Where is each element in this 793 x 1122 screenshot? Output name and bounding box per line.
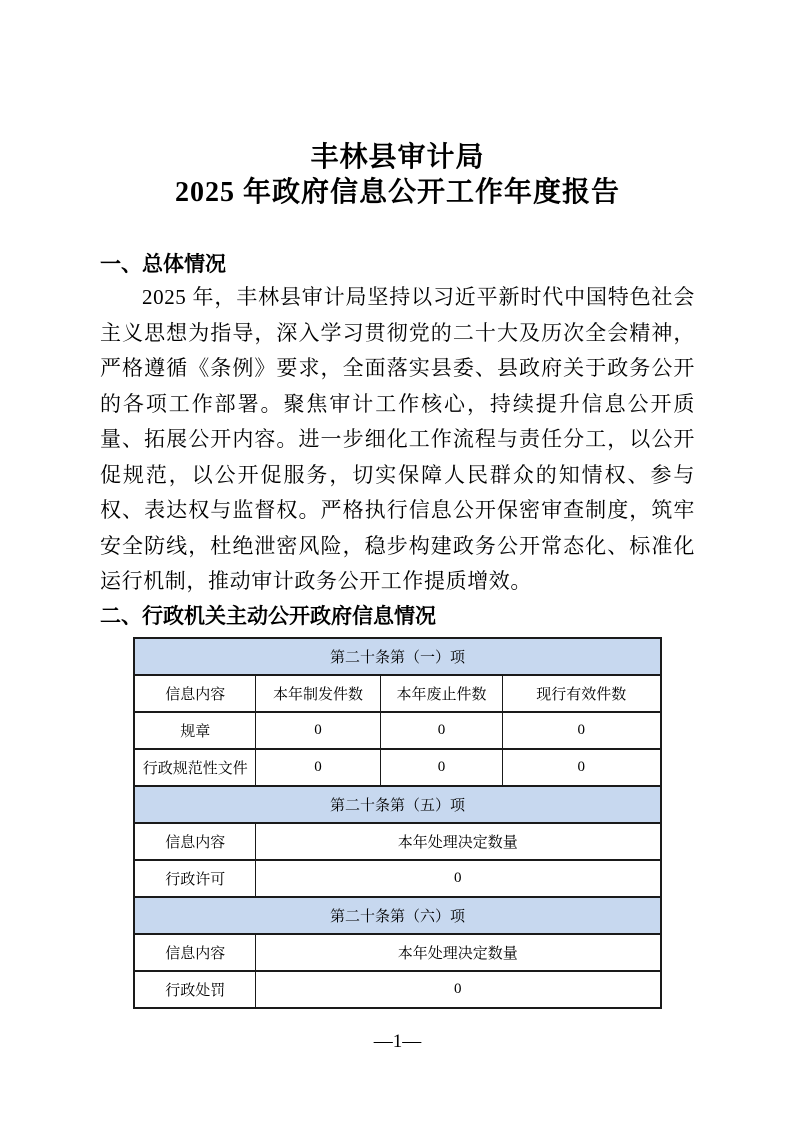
cell-regulations-repealed: 0 bbox=[380, 712, 502, 749]
col-header-info-content: 信息内容 bbox=[134, 675, 255, 712]
band-article20-item1: 第二十条第（一）项 bbox=[134, 638, 660, 675]
col-header-decisions: 本年处理决定数量 bbox=[255, 823, 660, 860]
row-label-normative-documents: 行政规范性文件 bbox=[134, 749, 255, 786]
table-band-row bbox=[134, 786, 660, 823]
col-header-issued: 本年制发件数 bbox=[255, 675, 380, 712]
table-row-normative-documents bbox=[134, 749, 660, 786]
title-line-1: 丰林县审计局 bbox=[310, 142, 485, 173]
cell-regulations-issued: 0 bbox=[255, 712, 380, 749]
col-header-repealed: 本年废止件数 bbox=[380, 675, 502, 712]
cell-normative-issued: 0 bbox=[255, 749, 380, 786]
band-article20-item5: 第二十条第（五）项 bbox=[134, 786, 660, 823]
document-title bbox=[100, 140, 695, 210]
table-row-admin-license bbox=[134, 860, 660, 897]
table-band-row bbox=[134, 897, 660, 934]
band-article20-item6: 第二十条第（六）项 bbox=[134, 897, 660, 934]
page-number: —1— bbox=[373, 1030, 422, 1052]
cell-regulations-effective: 0 bbox=[502, 712, 660, 749]
table-row-admin-penalty bbox=[134, 971, 660, 1008]
section-heading-disclosure: 二、行政机关主动公开政府信息情况 bbox=[100, 604, 436, 628]
table-header-row bbox=[134, 823, 660, 860]
row-label-admin-license: 行政许可 bbox=[134, 860, 255, 897]
cell-normative-effective: 0 bbox=[502, 749, 660, 786]
table-header-row bbox=[134, 675, 660, 712]
title-line-2: 2025 年政府信息公开工作年度报告 bbox=[174, 177, 620, 208]
cell-normative-repealed: 0 bbox=[380, 749, 502, 786]
table-header-row bbox=[134, 934, 660, 971]
table-band-row bbox=[134, 638, 660, 675]
col-header-info-content: 信息内容 bbox=[134, 934, 255, 971]
cell-admin-license-decisions: 0 bbox=[255, 860, 660, 897]
overview-paragraph: 2025 年，丰林县审计局坚持以习近平新时代中国特色社会主义思想为指导，深入学习贯彻党的二十大及历次全会精神，严格遵循《条例》要求，全面落实县委、县政府关于政务公开的各项工作部署。聚焦审计工作核心，持续提升信息公开质量、拓展公开内容。进一步细化工作流程与责任分工，以公开促规范，以公开促服务，切实保障人民群众的知情权、参与权、表达权与监督权。严格执行信息公开保密审查制度，筑牢安全防线，杜绝泄密风险，稳步构建政务公开常态化、标准化运行机制，推动审计政务公开工作提质增效。 bbox=[100, 285, 695, 593]
table-row-regulations bbox=[134, 712, 660, 749]
row-label-regulations: 规章 bbox=[134, 712, 255, 749]
section-heading-overview: 一、总体情况 bbox=[100, 253, 226, 276]
disclosure-table bbox=[133, 637, 661, 1009]
col-header-effective: 现行有效件数 bbox=[502, 675, 660, 712]
row-label-admin-penalty: 行政处罚 bbox=[134, 971, 255, 1008]
cell-admin-penalty-decisions: 0 bbox=[255, 971, 660, 1008]
col-header-decisions: 本年处理决定数量 bbox=[255, 934, 660, 971]
col-header-info-content: 信息内容 bbox=[134, 823, 255, 860]
